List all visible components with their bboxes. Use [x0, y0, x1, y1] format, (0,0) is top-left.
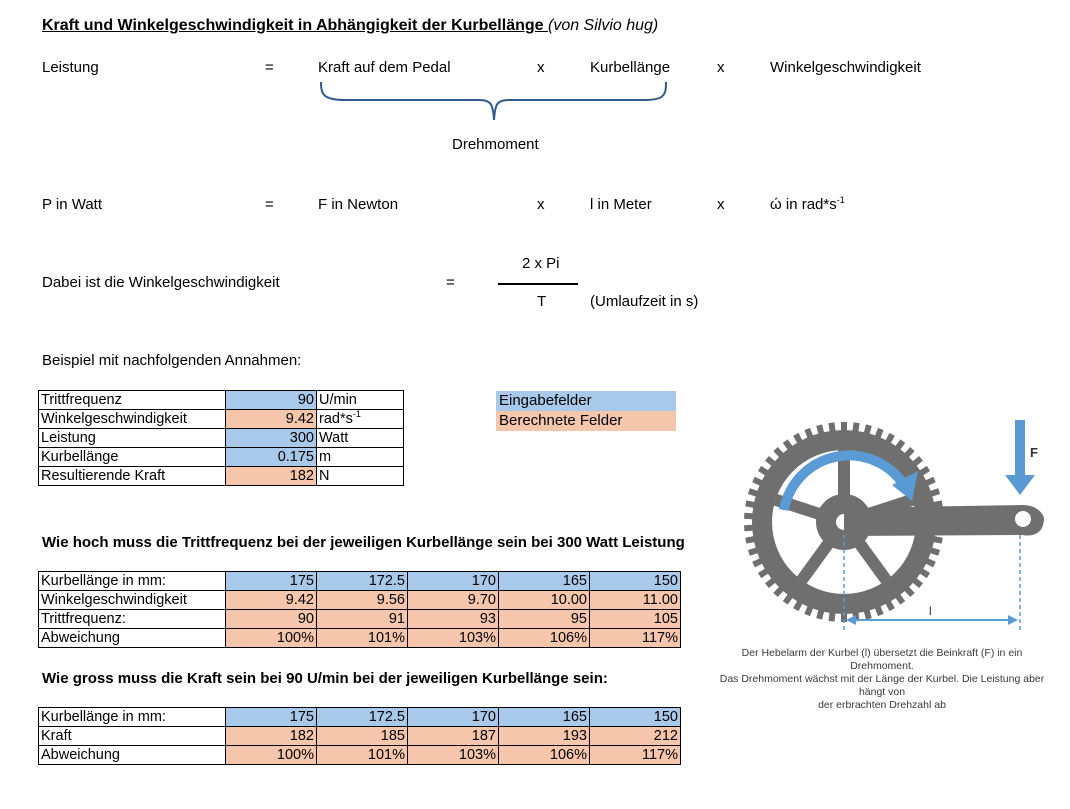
value-cell: 105	[590, 610, 681, 629]
formula2-omega	[770, 196, 845, 213]
value-cell: 117%	[590, 629, 681, 648]
table-row	[39, 727, 681, 746]
row-label: Abweichung	[39, 629, 226, 648]
formula2-lhs: P in Watt	[42, 196, 103, 213]
value-cell: 106%	[499, 629, 590, 648]
formula1-crank: Kurbellänge	[590, 59, 671, 76]
value-cell: 103%	[408, 746, 499, 765]
force-label: F	[1030, 445, 1038, 460]
row-label: Leistung	[39, 429, 226, 448]
value-cell: 182	[226, 467, 317, 486]
length-cell[interactable]: 172.5	[317, 572, 408, 591]
example-table	[38, 390, 404, 486]
fraction-denominator: T	[537, 293, 547, 310]
length-cell[interactable]: 170	[408, 708, 499, 727]
unit-cell	[317, 410, 404, 429]
value-cell: 101%	[317, 746, 408, 765]
value-cell[interactable]: 90	[226, 391, 317, 410]
table-row	[39, 572, 681, 591]
omega-text: ώ in rad*s	[770, 196, 837, 213]
title-text: Kraft und Winkelgeschwindigkeit in Abhängigkeit der Kurbellänge	[42, 17, 548, 34]
force-arrow-head	[1005, 475, 1035, 495]
value-cell: 182	[226, 727, 317, 746]
table-row	[39, 591, 681, 610]
omega-exponent: -1	[836, 195, 845, 205]
value-cell: 100%	[226, 629, 317, 648]
length-cell[interactable]: 175	[226, 708, 317, 727]
value-cell: 9.42	[226, 591, 317, 610]
figure-caption	[712, 647, 1052, 712]
curly-brace	[315, 80, 675, 126]
example-heading: Beispiel mit nachfolgenden Annahmen:	[42, 352, 302, 369]
value-cell: 100%	[226, 746, 317, 765]
formula2-times2: x	[717, 196, 725, 213]
row-label: Resultierende Kraft	[39, 467, 226, 486]
row-label: Abweichung	[39, 746, 226, 765]
formula1-lhs: Leistung	[42, 59, 99, 76]
value-cell: 106%	[499, 746, 590, 765]
table-row	[39, 391, 404, 410]
formula3-lhs: Dabei ist die Winkelgeschwindigkeit	[42, 274, 280, 291]
value-cell: 9.70	[408, 591, 499, 610]
unit-cell: U/min	[317, 391, 404, 410]
table-row	[39, 610, 681, 629]
torque-label: Drehmoment	[452, 136, 539, 153]
cadence-table	[38, 571, 681, 648]
fraction-numerator: 2 x Pi	[522, 255, 560, 272]
value-cell: 10.00	[499, 591, 590, 610]
value-cell: 101%	[317, 629, 408, 648]
value-cell: 9.56	[317, 591, 408, 610]
value-cell: 212	[590, 727, 681, 746]
value-cell: 117%	[590, 746, 681, 765]
lever-arrow-right	[1008, 615, 1018, 625]
value-cell: 11.00	[590, 591, 681, 610]
row-label: Kurbellänge	[39, 448, 226, 467]
row-label: Winkelgeschwindigkeit	[39, 591, 226, 610]
value-cell: 9.42	[226, 410, 317, 429]
value-cell: 187	[408, 727, 499, 746]
table2-heading: Wie gross muss die Kraft sein bei 90 U/min bei der jeweiligen Kurbellänge sein:	[42, 670, 608, 687]
table-row	[39, 410, 404, 429]
length-cell[interactable]: 175	[226, 572, 317, 591]
value-cell: 91	[317, 610, 408, 629]
formula1-equals: =	[265, 59, 274, 76]
formula1-force: Kraft auf dem Pedal	[318, 59, 451, 76]
value-cell: 185	[317, 727, 408, 746]
value-cell[interactable]: 0.175	[226, 448, 317, 467]
unit-cell: N	[317, 467, 404, 486]
table-row	[39, 429, 404, 448]
formula2-length: l in Meter	[590, 196, 652, 213]
caption-line: Der Hebelarm der Kurbel (l) übersetzt die Beinkraft (F) in ein Drehmoment.	[741, 647, 1023, 672]
formula2-equals: =	[265, 196, 274, 213]
row-label: Trittfrequenz	[39, 391, 226, 410]
formula1-angular: Winkelgeschwindigkeit	[770, 59, 921, 76]
formula2-force: F in Newton	[318, 196, 399, 213]
formula3-equals: =	[446, 274, 455, 291]
value-cell: 95	[499, 610, 590, 629]
unit-cell: Watt	[317, 429, 404, 448]
table-row	[39, 467, 404, 486]
period-note: (Umlaufzeit in s)	[590, 293, 699, 310]
fraction-bar	[498, 283, 578, 285]
author-text: (von Silvio hug)	[547, 17, 659, 34]
length-cell[interactable]: 150	[590, 572, 681, 591]
unit-exponent: -1	[352, 409, 361, 420]
table-row	[39, 708, 681, 727]
unit-text: rad*s	[319, 411, 353, 427]
value-cell: 93	[408, 610, 499, 629]
row-label: Kraft	[39, 727, 226, 746]
table1-heading: Wie hoch muss die Trittfrequenz bei der jeweiligen Kurbellänge sein bei 300 Watt Leistung	[42, 534, 685, 551]
length-cell[interactable]: 165	[499, 572, 590, 591]
length-cell[interactable]: 150	[590, 708, 681, 727]
crank-arm	[844, 505, 1044, 536]
legend-calculated: Berechnete Felder	[496, 411, 676, 431]
length-cell[interactable]: 165	[499, 708, 590, 727]
table-row	[39, 629, 681, 648]
row-label: Kurbellänge in mm:	[39, 708, 226, 727]
unit-cell: m	[317, 448, 404, 467]
row-label: Winkelgeschwindigkeit	[39, 410, 226, 429]
pedal-axle	[1015, 511, 1031, 527]
table-row	[39, 448, 404, 467]
force-table	[38, 707, 681, 765]
caption-line: der erbrachten Drehzahl ab	[818, 699, 946, 711]
force-arrow	[1015, 420, 1025, 478]
legend-input: Eingabefelder	[496, 391, 676, 411]
row-label: Kurbellänge in mm:	[39, 572, 226, 591]
length-cell[interactable]: 172.5	[317, 708, 408, 727]
caption-line: Das Drehmoment wächst mit der Länge der Kurbel. Die Leistung aber hängt von	[719, 673, 1045, 698]
row-label: Trittfrequenz:	[39, 610, 226, 629]
formula2-times1: x	[537, 196, 545, 213]
lever-label: l	[929, 604, 932, 618]
value-cell: 193	[499, 727, 590, 746]
value-cell[interactable]: 300	[226, 429, 317, 448]
value-cell: 103%	[408, 629, 499, 648]
value-cell: 90	[226, 610, 317, 629]
formula1-times1: x	[537, 59, 545, 76]
crankset-figure	[722, 405, 1062, 645]
lever-arrow-left	[846, 615, 856, 625]
table-row	[39, 746, 681, 765]
length-cell[interactable]: 170	[408, 572, 499, 591]
page-title	[42, 17, 658, 35]
formula1-times2: x	[717, 59, 725, 76]
